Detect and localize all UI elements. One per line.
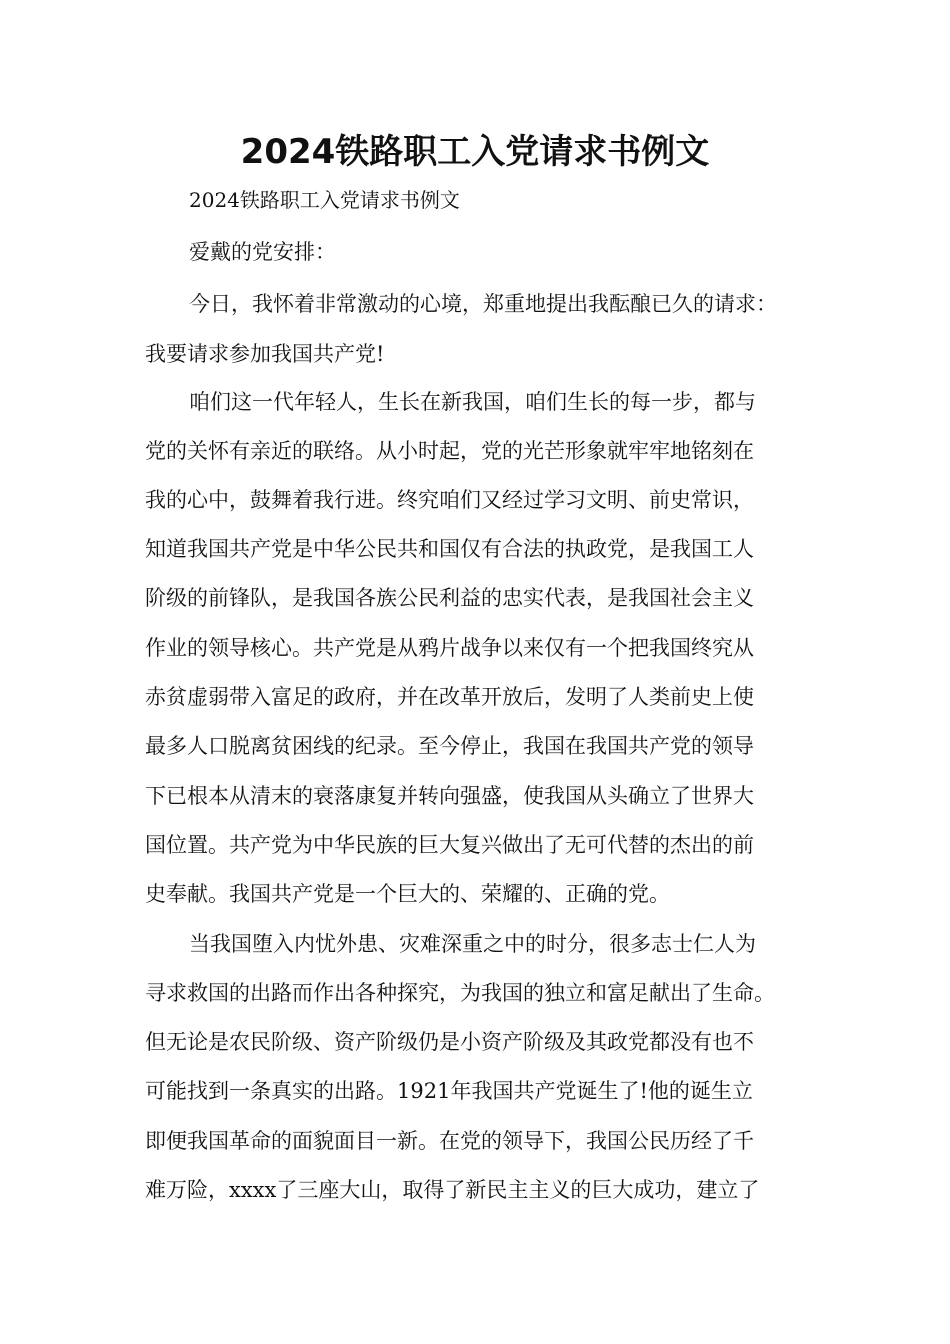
body-line: 可能找到一条真实的出路。1921年我国共产党诞生了!他的诞生立: [145, 1079, 753, 1103]
body-line: 作业的领导核心。共产党是从鸦片战争以来仅有一个把我国终究从: [145, 636, 754, 660]
body-line: 咱们这一代年轻人，生长在新我国，咱们生长的每一步，都与: [189, 390, 756, 414]
body-line: 最多人口脱离贫困线的纪录。至今停止，我国在我国共产党的领导: [145, 734, 754, 758]
body-line: 赤贫虚弱带入富足的政府，并在改革开放后，发明了人类前史上使: [145, 685, 754, 709]
document-title: 2024铁路职工入党请求书例文: [240, 132, 710, 172]
body-line: 今日，我怀着非常激动的心境，郑重地提出我酝酿已久的请求：: [189, 292, 777, 316]
body-line: 下已根本从清末的衰落康复并转向强盛，使我国从头确立了世界大: [145, 784, 754, 808]
document-subtitle: 2024铁路职工入党请求书例文: [189, 188, 460, 212]
body-line: 史奉献。我国共产党是一个巨大的、荣耀的、正确的党。: [145, 882, 670, 906]
salutation: 爱戴的党安排：: [189, 240, 336, 264]
body-line: 我的心中，鼓舞着我行进。终究咱们又经过学习文明、前史常识，: [145, 488, 754, 512]
body-line: 即便我国革命的面貌面目一新。在党的领导下，我国公民历经了千: [145, 1129, 754, 1153]
body-line: 难万险，xxxx了三座大山，取得了新民主主义的巨大成功，建立了: [145, 1178, 760, 1202]
body-line: 党的关怀有亲近的联络。从小时起，党的光芒形象就牢牢地铭刻在: [145, 439, 754, 463]
body-line: 但无论是农民阶级、资产阶级仍是小资产阶级及其政党都没有也不: [145, 1030, 754, 1054]
body-line: 知道我国共产党是中华公民共和国仅有合法的执政党，是我国工人: [145, 537, 754, 561]
body-line: 我要请求参加我国共产党!: [145, 342, 385, 366]
body-line: 当我国堕入内忧外患、灾难深重之中的时分，很多志士仁人为: [189, 932, 756, 956]
body-line: 国位置。共产党为中华民族的巨大复兴做出了无可代替的杰出的前: [145, 833, 754, 857]
body-line: 寻求救国的出路而作出各种探究，为我国的独立和富足献出了生命。: [145, 981, 775, 1005]
body-line: 阶级的前锋队，是我国各族公民利益的忠实代表，是我国社会主义: [145, 586, 754, 610]
